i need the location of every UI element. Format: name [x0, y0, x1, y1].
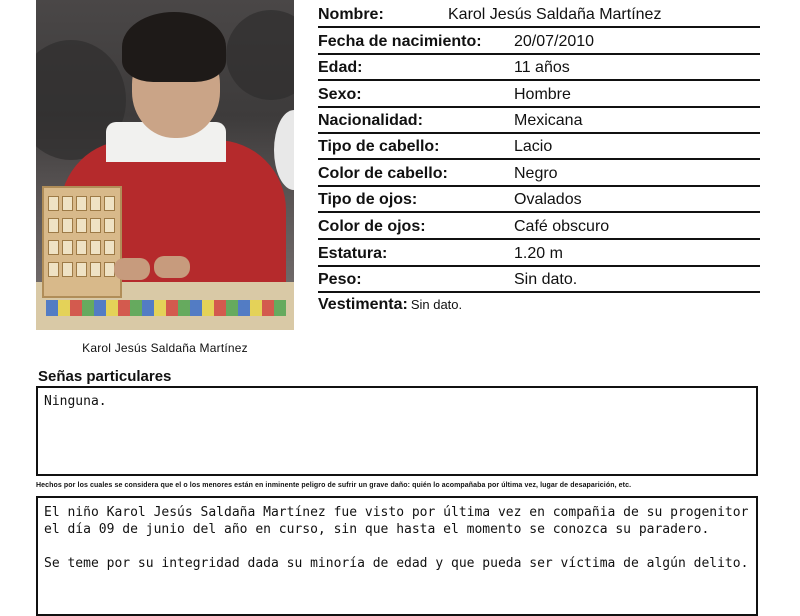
child-photo: [36, 0, 294, 330]
hechos-line: Se teme por su integridad dada su minoría de edad y que pueda ser víctima de algún delito.: [44, 556, 749, 571]
field-value: Sin dato.: [514, 271, 578, 288]
field-value: Ovalados: [514, 191, 582, 208]
field-value: Café obscuro: [514, 218, 610, 235]
field-color-ojos: [318, 212, 760, 240]
senas-particulares-box: [36, 386, 758, 476]
field-value: Negro: [514, 165, 558, 182]
field-estatura: [318, 239, 760, 267]
field-label: Tipo de ojos:: [318, 191, 418, 208]
field-value: 1.20 m: [514, 245, 563, 262]
field-color-cabello: [318, 159, 760, 187]
field-nacionalidad: [318, 106, 760, 134]
field-label: Tipo de cabello:: [318, 138, 440, 155]
field-label: Nombre:: [318, 6, 384, 23]
field-value: Lacio: [514, 138, 553, 155]
field-label: Color de ojos:: [318, 218, 426, 235]
senas-particulares-text: Ninguna.: [44, 394, 107, 409]
field-edad: [318, 53, 760, 81]
field-vestimenta: [318, 296, 760, 320]
field-label: Estatura:: [318, 245, 388, 262]
field-label: Color de cabello:: [318, 165, 448, 182]
hechos-box: [36, 496, 758, 616]
photo-caption: Karol Jesús Saldaña Martínez: [82, 341, 248, 355]
field-label: Vestimenta:: [318, 296, 408, 313]
field-value: Mexicana: [514, 112, 583, 129]
field-nombre: [318, 0, 760, 28]
field-value: 20/07/2010: [514, 33, 595, 50]
field-fecha-nacimiento: [318, 27, 760, 55]
hechos-line: El niño Karol Jesús Saldaña Martínez fue visto por última vez en compañia de su progenitor: [44, 505, 749, 520]
field-label: Peso:: [318, 271, 362, 288]
field-label: Edad:: [318, 59, 363, 76]
field-peso: [318, 265, 760, 293]
field-tipo-ojos: [318, 185, 760, 213]
field-value: 11 años: [514, 59, 570, 76]
field-value: Sin dato.: [410, 297, 463, 312]
field-label: Nacionalidad:: [318, 112, 423, 129]
field-tipo-cabello: [318, 132, 760, 160]
hechos-title: Hechos por los cuales se considera que el o los menores están en inminente peligro de sufrir un grave daño: quién lo acompañaba por última vez, lugar de desaparición, etc.: [36, 482, 632, 489]
field-value: Hombre: [514, 86, 571, 103]
senas-particulares-title: Señas particulares: [38, 368, 172, 385]
field-sexo: [318, 80, 760, 108]
field-label: Fecha de nacimiento:: [318, 33, 482, 50]
hechos-line: el día 09 de junio del año en curso, sin que hasta el momento se conozca su paradero.: [44, 522, 710, 537]
field-label: Sexo:: [318, 86, 362, 103]
field-value: Karol Jesús Saldaña Martínez: [448, 6, 662, 23]
